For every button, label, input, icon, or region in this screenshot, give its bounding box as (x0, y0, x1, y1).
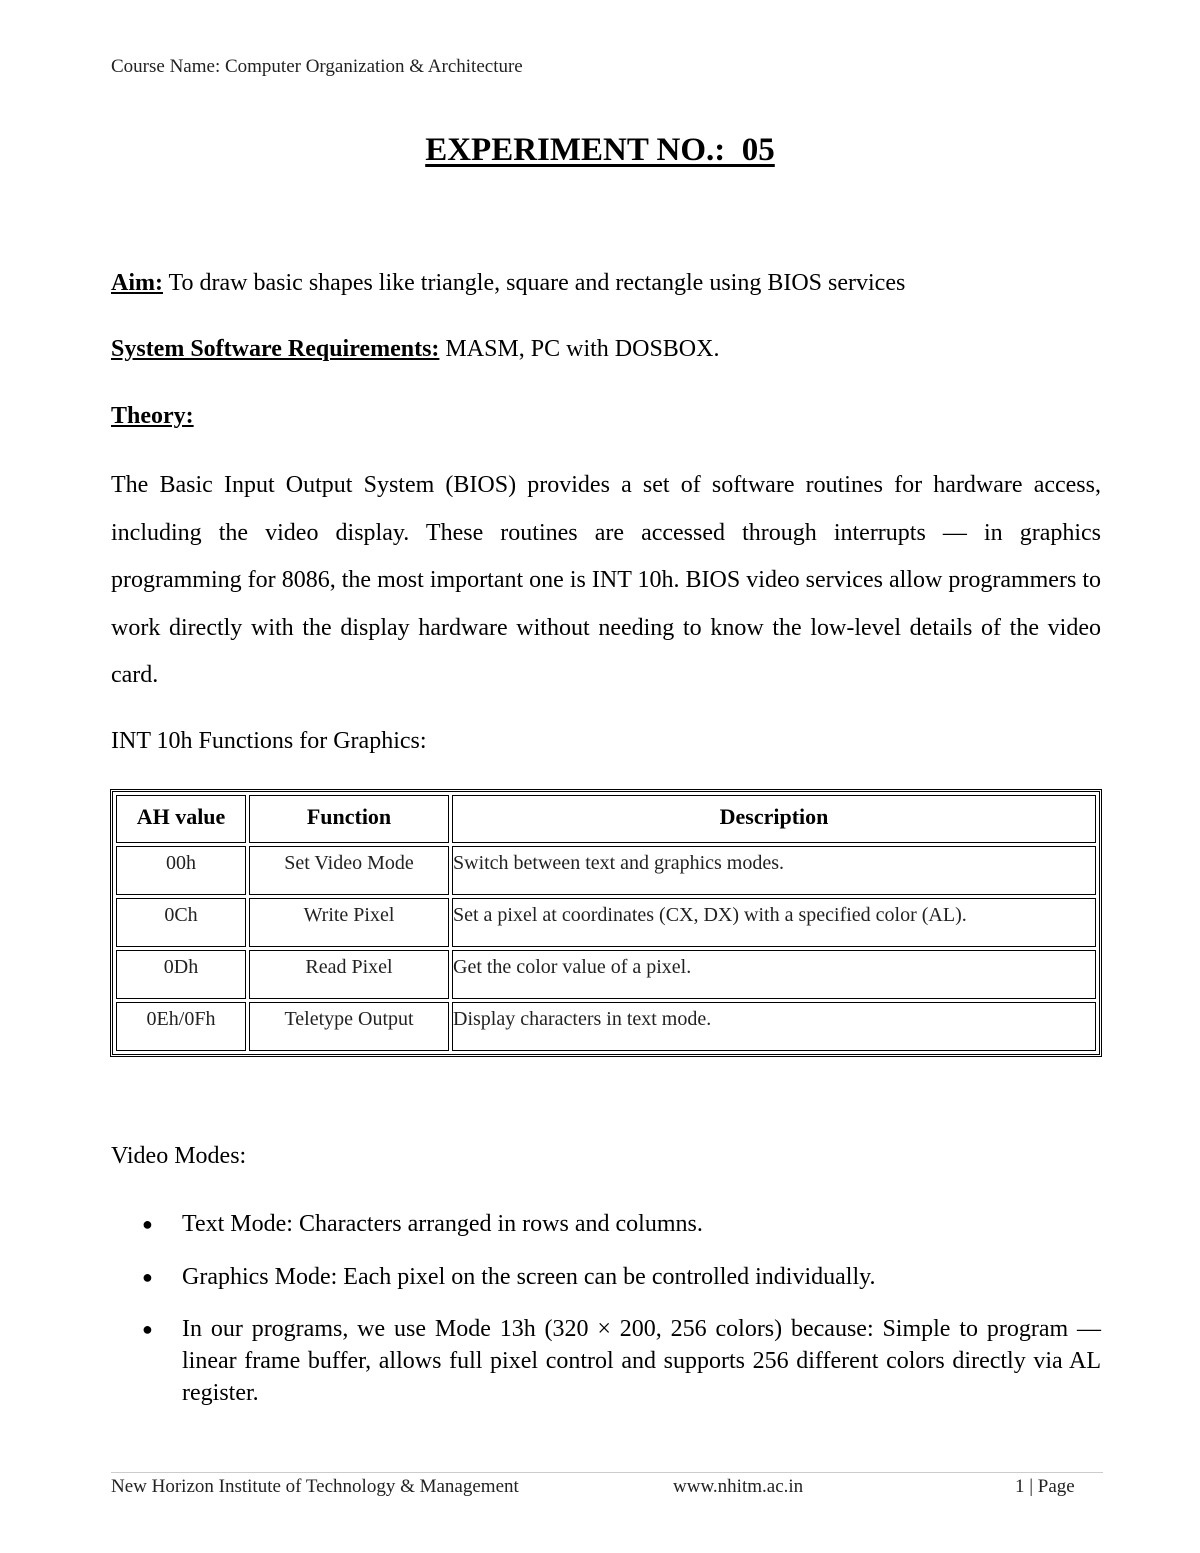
cell-function: Teletype Output (249, 1002, 449, 1051)
header-ah-value: AH value (116, 795, 246, 843)
cell-description: Switch between text and graphics modes. (452, 846, 1096, 895)
video-modes-label: Video Modes: (111, 1143, 247, 1169)
cell-ah-value: 0Ch (116, 898, 246, 947)
table-header-row (116, 795, 1096, 843)
table-row (116, 950, 1096, 999)
list-item (111, 1208, 1101, 1240)
theory-heading (111, 403, 1101, 430)
cell-function: Write Pixel (249, 898, 449, 947)
list-item-text: In our programs, we use Mode 13h (320 × 200, 256 colors) because: Simple to program — linear frame buffer, allows full pixel control and supports 256 different colors directly via AL register. (182, 1316, 1101, 1406)
page-title: EXPERIMENT NO.: 05 (425, 132, 775, 168)
table-row (116, 898, 1096, 947)
theory-label: Theory: (111, 403, 194, 429)
header-description: Description (452, 795, 1096, 843)
requirements-line (111, 336, 1101, 363)
cell-ah-value: 0Dh (116, 950, 246, 999)
table-row (116, 846, 1096, 895)
requirements-text: MASM, PC with DOSBOX. (439, 336, 720, 362)
running-header: Course Name: Computer Organization & Architecture (111, 56, 523, 77)
cell-description: Get the color value of a pixel. (452, 950, 1096, 999)
video-modes-list (111, 1208, 1101, 1409)
bullet-icon: ● (142, 1214, 153, 1234)
bullet-icon: ● (142, 1267, 153, 1287)
theory-paragraph: The Basic Input Output System (BIOS) provides a set of software routines for hardware access, including the video display. These routines are accessed through interrupts — in graphics programming for 8086, the most important one is INT 10h. BIOS video services allow programmers to work directly with the display hardware without needing to know the low-level details of the video card. (111, 472, 1101, 688)
requirements-label: System Software Requirements: (111, 336, 440, 362)
cell-function: Set Video Mode (249, 846, 449, 895)
cell-ah-value: 00h (116, 846, 246, 895)
footer-page-number: 1 | Page (1015, 1476, 1075, 1497)
aim-line (111, 270, 1101, 297)
footer-website[interactable]: www.nhitm.ac.in (673, 1476, 804, 1497)
cell-description: Set a pixel at coordinates (CX, DX) with a specified color (AL). (452, 898, 1096, 947)
footer-institute: New Horizon Institute of Technology & Management (111, 1476, 519, 1497)
list-item (111, 1313, 1101, 1409)
cell-function: Read Pixel (249, 950, 449, 999)
int10h-function-table (110, 789, 1102, 1057)
bullet-icon: ● (142, 1319, 153, 1339)
table-row (116, 1002, 1096, 1051)
aim-label: Aim: (111, 270, 163, 296)
cell-ah-value: 0Eh/0Fh (116, 1002, 246, 1051)
list-item-text: Graphics Mode: Each pixel on the screen can be controlled individually. (182, 1264, 876, 1290)
footer-divider (111, 1472, 1103, 1473)
table-intro: INT 10h Functions for Graphics: (111, 728, 427, 754)
cell-description: Display characters in text mode. (452, 1002, 1096, 1051)
list-item-text: Text Mode: Characters arranged in rows and columns. (182, 1211, 703, 1237)
list-item (111, 1261, 1101, 1293)
header-function: Function (249, 795, 449, 843)
aim-text: To draw basic shapes like triangle, square and rectangle using BIOS services (162, 270, 906, 296)
